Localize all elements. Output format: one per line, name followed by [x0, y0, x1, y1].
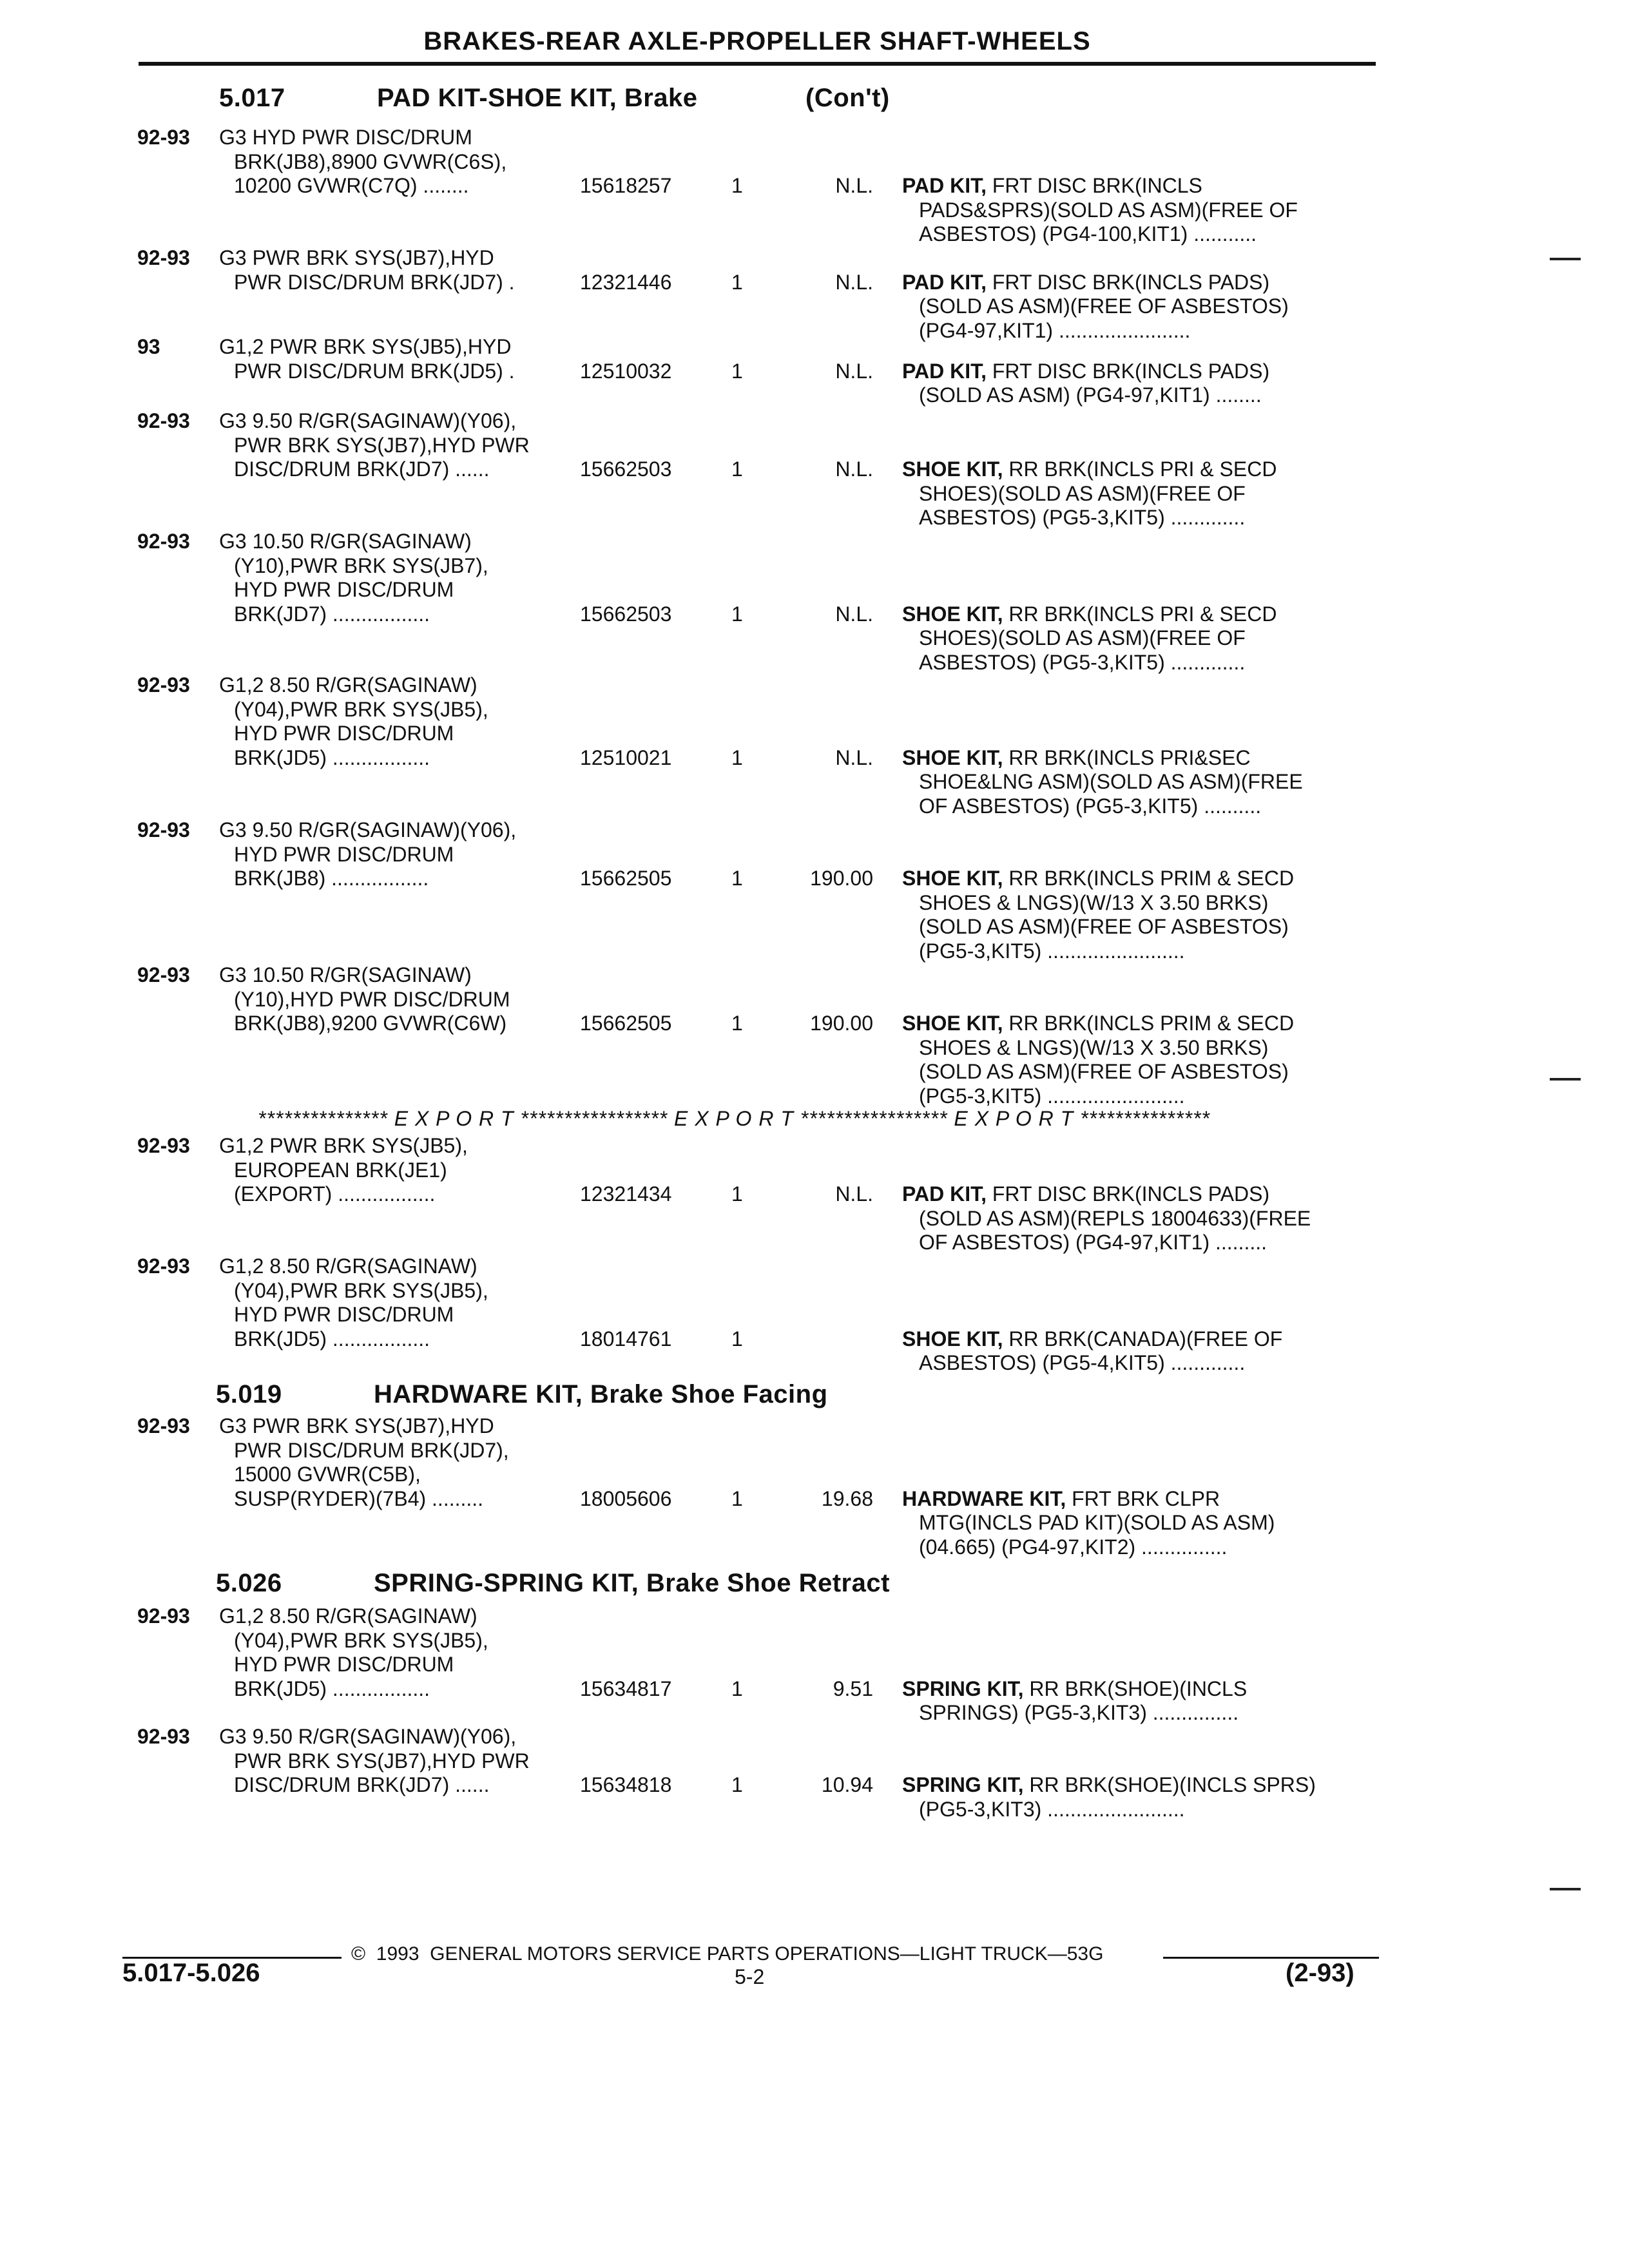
application-line: PWR BRK SYS(JB7),HYD PWR — [234, 433, 530, 457]
section-number: 5.017 — [219, 84, 285, 112]
description-line: (SOLD AS ASM)(FREE OF ASBESTOS) — [919, 294, 1289, 318]
part-description — [902, 1773, 1376, 1821]
application-line: G3 PWR BRK SYS(JB7),HYD — [219, 246, 494, 269]
section-name: SPRING-SPRING KIT, Brake Shoe Retract — [374, 1569, 890, 1597]
part-number: 18014761 — [580, 1327, 672, 1350]
model-year: 92-93 — [137, 818, 190, 841]
part-number: 15662503 — [580, 602, 672, 626]
price: N.L. — [835, 174, 873, 197]
description-head: PAD KIT, — [902, 174, 987, 197]
description-line: (PG5-3,KIT3) ........................ — [919, 1797, 1185, 1821]
description-line: (04.665) (PG4-97,KIT2) ............... — [919, 1535, 1228, 1559]
description-line: PADS&SPRS)(SOLD AS ASM)(FREE OF — [919, 198, 1298, 222]
price: N.L. — [835, 1182, 873, 1206]
margin-mark — [1550, 1888, 1581, 1890]
description-line — [902, 1487, 1376, 1512]
quantity: 1 — [731, 745, 743, 769]
description-line: SHOE&LNG ASM)(SOLD AS ASM)(FREE — [919, 770, 1303, 793]
application-line: (EXPORT) ................. — [234, 1182, 436, 1206]
application-line: BRK(JD5) ................. — [234, 1677, 430, 1700]
price: N.L. — [835, 602, 873, 626]
part-description — [902, 1327, 1376, 1376]
description-line: SHOES)(SOLD AS ASM)(FREE OF — [919, 481, 1246, 505]
price: N.L. — [835, 359, 873, 383]
price: 10.94 — [821, 1773, 873, 1796]
part-number: 12321446 — [580, 270, 672, 294]
footer-copyright: © 1993 GENERAL MOTORS SERVICE PARTS OPERATIONS—LIGHT TRUCK—53G — [351, 1943, 1104, 1965]
margin-mark — [1550, 1078, 1581, 1081]
part-description — [902, 867, 1376, 963]
part-description — [902, 1012, 1376, 1108]
part-number: 15662505 — [580, 1012, 672, 1035]
description-line: SHOES)(SOLD AS ASM)(FREE OF — [919, 626, 1246, 649]
application-line: HYD PWR DISC/DRUM — [234, 842, 454, 866]
description-line — [902, 360, 1376, 384]
description-line — [902, 602, 1376, 627]
description-line: ASBESTOS) (PG5-3,KIT5) ............. — [919, 506, 1246, 529]
description-line: ASBESTOS) (PG5-4,KIT5) ............. — [919, 1351, 1246, 1374]
application-line: (Y04),PWR BRK SYS(JB5), — [234, 697, 488, 721]
model-year: 92-93 — [137, 1254, 190, 1278]
description-text: RR BRK(SHOE)(INCLS SPRS) — [1029, 1773, 1316, 1796]
model-year: 92-93 — [137, 126, 190, 149]
description-head: SPRING KIT, — [902, 1677, 1024, 1700]
description-line: SHOES & LNGS)(W/13 X 3.50 BRKS) — [919, 890, 1269, 914]
model-year: 92-93 — [137, 1725, 190, 1748]
quantity: 1 — [731, 1327, 743, 1350]
application-line: G3 9.50 R/GR(SAGINAW)(Y06), — [219, 818, 517, 841]
application-line: PWR DISC/DRUM BRK(JD7) . — [234, 270, 515, 294]
application-line: G3 10.50 R/GR(SAGINAW) — [219, 530, 472, 553]
quantity: 1 — [731, 1677, 743, 1700]
part-number: 12321434 — [580, 1182, 672, 1206]
part-description — [902, 457, 1376, 530]
application-line: HYD PWR DISC/DRUM — [234, 578, 454, 601]
part-description — [902, 1487, 1376, 1560]
description-line: OF ASBESTOS) (PG4-97,KIT1) ......... — [919, 1231, 1267, 1254]
application-line: HYD PWR DISC/DRUM — [234, 1303, 454, 1326]
description-line — [902, 1773, 1376, 1798]
part-number: 12510021 — [580, 745, 672, 769]
model-year: 92-93 — [137, 246, 190, 269]
description-line: SPRINGS) (PG5-3,KIT3) ............... — [919, 1701, 1239, 1724]
description-line: ASBESTOS) (PG5-3,KIT5) ............. — [919, 650, 1246, 674]
part-number: 15662505 — [580, 867, 672, 890]
margin-mark — [1550, 258, 1581, 260]
application-line: HYD PWR DISC/DRUM — [234, 1653, 454, 1676]
part-description — [902, 1182, 1376, 1255]
page-header-title: BRAKES-REAR AXLE-PROPELLER SHAFT-WHEELS — [423, 27, 1091, 55]
application-line: (Y10),HYD PWR DISC/DRUM — [234, 987, 510, 1011]
price: N.L. — [835, 270, 873, 294]
part-description — [902, 602, 1376, 675]
description-line: (SOLD AS ASM) (PG4-97,KIT1) ........ — [919, 383, 1262, 407]
description-line: (SOLD AS ASM)(FREE OF ASBESTOS) — [919, 1060, 1289, 1083]
application-line: EUROPEAN BRK(JE1) — [234, 1158, 447, 1182]
part-number: 15662503 — [580, 457, 672, 481]
application-line: G1,2 8.50 R/GR(SAGINAW) — [219, 673, 477, 697]
description-line: (PG5-3,KIT5) ........................ — [919, 939, 1185, 963]
description-head: PAD KIT, — [902, 1182, 987, 1206]
application-line: SUSP(RYDER)(7B4) ......... — [234, 1486, 484, 1510]
description-head: SPRING KIT, — [902, 1773, 1024, 1796]
description-head: PAD KIT, — [902, 270, 987, 294]
footer-page-number: 5-2 — [735, 1965, 765, 1988]
part-description — [902, 1677, 1376, 1725]
price: N.L. — [835, 457, 873, 481]
application-line: G3 PWR BRK SYS(JB7),HYD — [219, 1414, 494, 1437]
description-text: FRT DISC BRK(INCLS PADS) — [992, 270, 1270, 294]
part-description — [902, 271, 1376, 343]
application-line: DISC/DRUM BRK(JD7) ...... — [234, 457, 490, 481]
application-line: G3 9.50 R/GR(SAGINAW)(Y06), — [219, 409, 517, 432]
description-line — [902, 746, 1376, 771]
application-line: (Y04),PWR BRK SYS(JB5), — [234, 1278, 488, 1302]
description-line: ASBESTOS) (PG4-100,KIT1) ........... — [919, 222, 1257, 245]
part-number: 15618257 — [580, 174, 672, 197]
application-line: G1,2 PWR BRK SYS(JB5),HYD — [219, 335, 512, 358]
description-head: SHOE KIT, — [902, 457, 1003, 481]
description-head: HARDWARE KIT, — [902, 1486, 1066, 1510]
model-year: 92-93 — [137, 1414, 190, 1437]
description-line — [902, 271, 1376, 295]
description-text: FRT DISC BRK(INCLS PADS) — [992, 359, 1270, 383]
quantity: 1 — [731, 1486, 743, 1510]
price: 190.00 — [810, 867, 873, 890]
part-number: 12510032 — [580, 359, 672, 383]
quantity: 1 — [731, 270, 743, 294]
part-number: 15634817 — [580, 1677, 672, 1700]
description-text: RR BRK(SHOE)(INCLS — [1029, 1677, 1248, 1700]
application-line: 10200 GVWR(C7Q) ........ — [234, 174, 469, 197]
section-cont: (Con't) — [805, 84, 890, 112]
model-year: 92-93 — [137, 530, 190, 553]
section-number: 5.019 — [216, 1380, 282, 1408]
price: 9.51 — [833, 1677, 873, 1700]
part-number: 15634818 — [580, 1773, 672, 1796]
quantity: 1 — [731, 174, 743, 197]
description-line: SHOES & LNGS)(W/13 X 3.50 BRKS) — [919, 1035, 1269, 1059]
model-year: 92-93 — [137, 1604, 190, 1628]
quantity: 1 — [731, 457, 743, 481]
quantity: 1 — [731, 1182, 743, 1206]
application-line: G1,2 PWR BRK SYS(JB5), — [219, 1134, 468, 1157]
footer-revision-date: (2-93) — [1286, 1959, 1354, 1987]
application-line: BRK(JB8),9200 GVWR(C6W) — [234, 1012, 507, 1035]
description-text: RR BRK(INCLS PRI&SEC — [1008, 745, 1251, 769]
description-text: RR BRK(CANADA)(FREE OF — [1008, 1327, 1283, 1350]
description-head: SHOE KIT, — [902, 1012, 1003, 1035]
part-description — [902, 360, 1376, 408]
section-number: 5.026 — [216, 1569, 282, 1597]
description-line: (PG5-3,KIT5) ........................ — [919, 1084, 1185, 1108]
part-description — [902, 174, 1376, 247]
description-line — [902, 867, 1376, 891]
application-line: 15000 GVWR(C5B), — [234, 1463, 421, 1486]
description-line: OF ASBESTOS) (PG5-3,KIT5) .......... — [919, 794, 1262, 818]
part-number: 18005606 — [580, 1486, 672, 1510]
description-text: FRT DISC BRK(INCLS PADS) — [992, 1182, 1270, 1206]
application-line: BRK(JD5) ................. — [234, 745, 430, 769]
description-text: FRT DISC BRK(INCLS — [992, 174, 1202, 197]
quantity: 1 — [731, 359, 743, 383]
export-banner: *************** E X P O R T ***************** E X P O R T ***************** E X P O R T *************** — [258, 1107, 1210, 1130]
application-line: BRK(JB8) ................. — [234, 867, 429, 890]
application-line: BRK(JD5) ................. — [234, 1327, 430, 1350]
description-text: RR BRK(INCLS PRI & SECD — [1008, 602, 1277, 626]
description-text: RR BRK(INCLS PRI & SECD — [1008, 457, 1277, 481]
application-line: PWR DISC/DRUM BRK(JD5) . — [234, 359, 515, 383]
description-head: SHOE KIT, — [902, 602, 1003, 626]
footer-section-range: 5.017-5.026 — [122, 1959, 260, 1987]
description-line: (SOLD AS ASM)(REPLS 18004633)(FREE — [919, 1206, 1311, 1230]
model-year: 92-93 — [137, 673, 190, 697]
application-line: G3 9.50 R/GR(SAGINAW)(Y06), — [219, 1725, 517, 1748]
description-line — [902, 174, 1376, 198]
quantity: 1 — [731, 1773, 743, 1796]
application-line: G1,2 8.50 R/GR(SAGINAW) — [219, 1604, 477, 1628]
part-description — [902, 746, 1376, 819]
description-line: (SOLD AS ASM)(FREE OF ASBESTOS) — [919, 915, 1289, 938]
description-line: MTG(INCLS PAD KIT)(SOLD AS ASM) — [919, 1511, 1275, 1534]
description-head: SHOE KIT, — [902, 1327, 1003, 1350]
description-head: PAD KIT, — [902, 359, 987, 383]
application-line: PWR BRK SYS(JB7),HYD PWR — [234, 1749, 530, 1773]
model-year: 92-93 — [137, 1134, 190, 1157]
description-line — [902, 1182, 1376, 1207]
quantity: 1 — [731, 602, 743, 626]
application-line: BRK(JD7) ................. — [234, 602, 430, 626]
description-line — [902, 1012, 1376, 1036]
price: N.L. — [835, 745, 873, 769]
quantity: 1 — [731, 1012, 743, 1035]
description-text: RR BRK(INCLS PRIM & SECD — [1008, 867, 1295, 890]
application-line: HYD PWR DISC/DRUM — [234, 722, 454, 745]
section-name: HARDWARE KIT, Brake Shoe Facing — [374, 1380, 828, 1408]
description-head: SHOE KIT, — [902, 745, 1003, 769]
application-line: G3 10.50 R/GR(SAGINAW) — [219, 963, 472, 986]
application-line: G3 HYD PWR DISC/DRUM — [219, 126, 472, 149]
model-year: 92-93 — [137, 963, 190, 986]
application-line: BRK(JB8),8900 GVWR(C6S), — [234, 149, 507, 173]
description-text: RR BRK(INCLS PRIM & SECD — [1008, 1012, 1295, 1035]
description-head: SHOE KIT, — [902, 867, 1003, 890]
application-line: DISC/DRUM BRK(JD7) ...... — [234, 1773, 490, 1796]
quantity: 1 — [731, 867, 743, 890]
application-line: (Y04),PWR BRK SYS(JB5), — [234, 1628, 488, 1652]
description-line — [902, 1327, 1376, 1352]
model-year: 92-93 — [137, 409, 190, 432]
application-line: PWR DISC/DRUM BRK(JD7), — [234, 1438, 509, 1462]
description-line — [902, 457, 1376, 482]
application-line: G1,2 8.50 R/GR(SAGINAW) — [219, 1254, 477, 1278]
description-line: (PG4-97,KIT1) ....................... — [919, 318, 1191, 342]
price: 19.68 — [821, 1486, 873, 1510]
description-text: FRT BRK CLPR — [1072, 1486, 1220, 1510]
header-rule — [139, 62, 1376, 66]
description-line — [902, 1677, 1376, 1702]
section-name: PAD KIT-SHOE KIT, Brake — [377, 84, 698, 112]
model-year: 93 — [137, 335, 160, 358]
application-line: (Y10),PWR BRK SYS(JB7), — [234, 553, 488, 577]
price: 190.00 — [810, 1012, 873, 1035]
